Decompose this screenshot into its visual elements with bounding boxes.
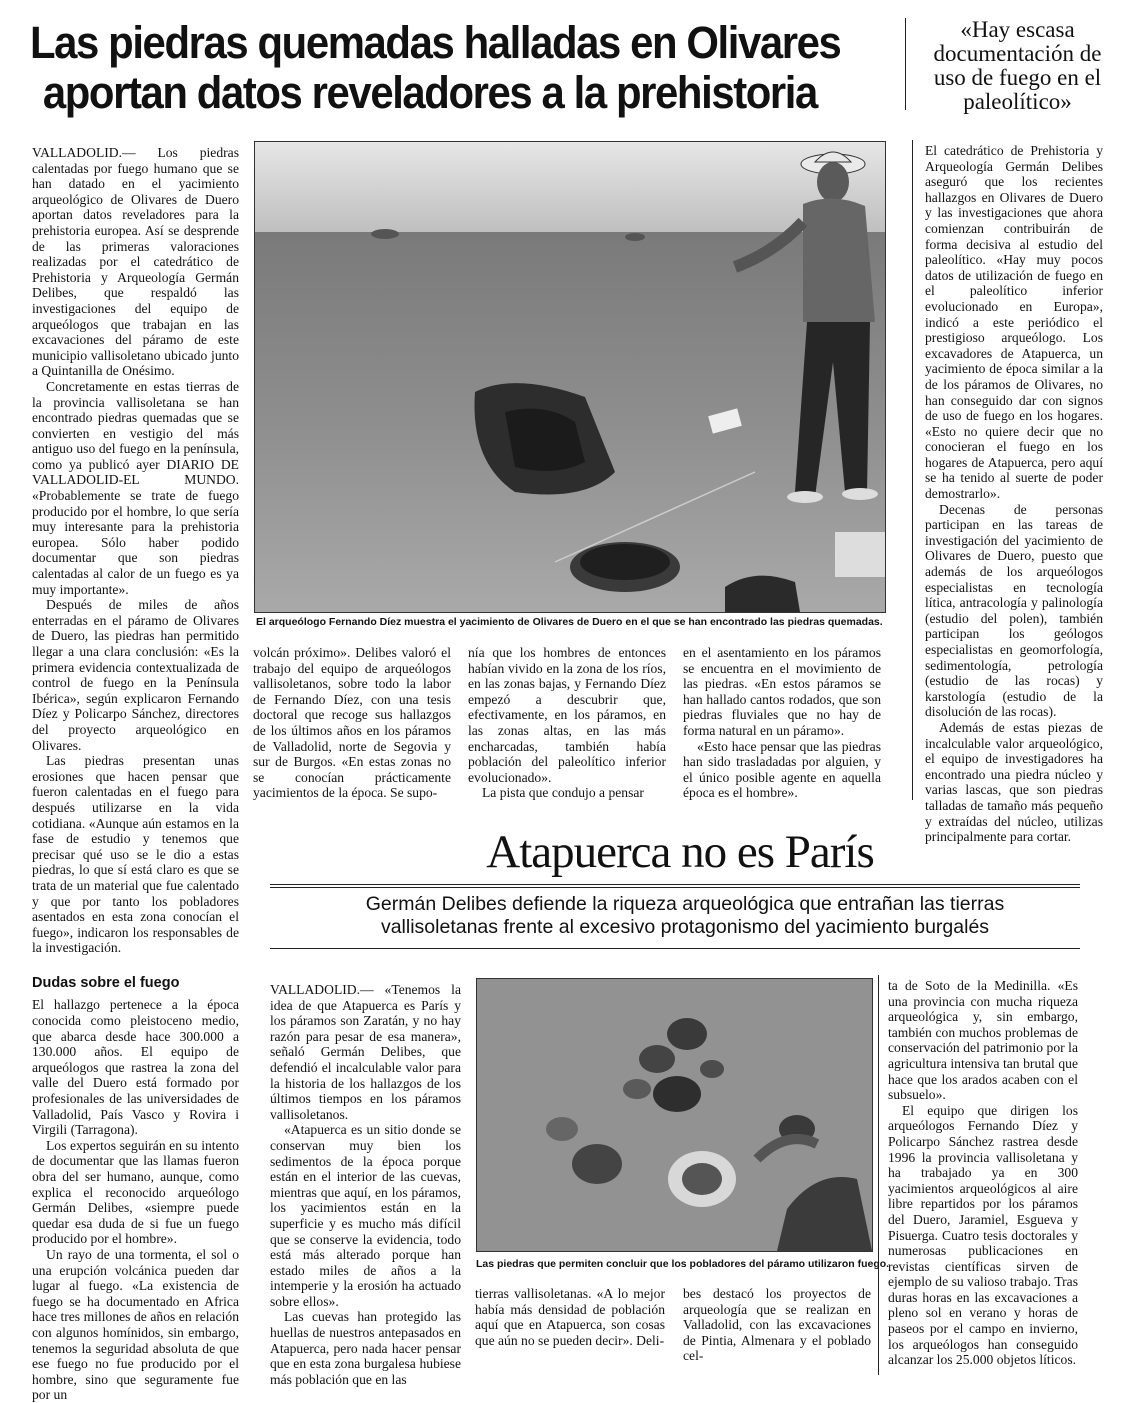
photo-excavation-site <box>254 141 886 613</box>
sidebar-divider-top <box>905 18 906 110</box>
sidebar-divider <box>912 140 913 800</box>
article-paragraph: «Esto hace pensar que las piedras han sido trasladadas por alguien, y el único posible agente en aquella época es el hombre». <box>683 738 881 801</box>
article-paragraph: VALLADOLID.— «Tenemos la idea de que Atapuerca es París y los páramos son Zaratán, y no hay razón para pesar de esa manera», señaló Germán Delibes, que defendió el incalculable valor para la historia de los hallazgos de los últimos tiempos en los páramos vallisoletanos. <box>270 982 461 1122</box>
main-article-column-1 <box>32 145 239 1403</box>
title-rule-top <box>270 884 1080 885</box>
second-article-subtitle <box>290 893 1080 939</box>
main-headline <box>30 17 841 118</box>
article-paragraph: Un rayo de una tormenta, el sol o una erupción volcánica pueden dar lugar al fuego. «La existencia de fuego se ha documentado en Africa hace tres millones de años en relación con algunos homínidos, sin embargo, tenemos la seguridad absoluta de que ese fuego no fue producido por el hombre, sino que seguramente fue por un <box>32 1246 239 1403</box>
photo-stones-image <box>477 979 872 1251</box>
headline-line-1: Las piedras quemadas halladas en Olivares <box>30 17 841 68</box>
photo-burnt-stones <box>476 978 873 1252</box>
article-paragraph: Las piedras presentan unas erosiones que hacen pensar que fueron calentadas en el fuego para después utilizarse en la vida cotidiana. «Aunque aún estamos en la fase de estudio y tenemos que precisar qué uso se le dio a estas piedras, lo que sí está claro es que se trata de un material que fue calentado y que por tanto los pobladores asentados en esta zona conocían el fuego», indicaron los responsables de la investigación. <box>32 753 239 956</box>
second-article-divider <box>878 975 879 1375</box>
title-rule-top-2 <box>270 887 1080 888</box>
sidebar-paragraph: El catedrático de Prehistoria y Arqueología Germán Delibes aseguró que los recientes hallazgos en Olivares de Duero y las investigaciones que ahora comienzan contribuirán de forma decisiva al estudio del paleolítico. «Hay muy pocos datos de utilización de fuego en el paleolítico inferior evolucionado en Europa», indicó a este periódico el prestigioso arqueólogo. Los excavadores de Atapuerca, un yacimiento de época similar a la de los páramos de Olivares, no han conseguido dar con signos de uso de fuego en los hogares. «Esto no quiere decir que no conocieran el fuego en los hogares de Atapuerca, pero aquí se ha tenido al suerte de poder demostrarlo». <box>925 143 1103 502</box>
main-article-column-4 <box>683 645 881 801</box>
article-paragraph: Las cuevas han protegido las huellas de nuestros antepasados en Atapuerca, pero nada hacer pensar que en esta zona burgalesa hubiese más población que en las <box>270 1309 461 1387</box>
photo-2-caption: Las piedras que permiten concluir que los pobladores del páramo utilizaron fuego. <box>476 1258 890 1270</box>
article-subhead: Dudas sobre el fuego <box>32 974 180 991</box>
subtitle-line-2: vallisoletanas frente al excesivo protagonismo del yacimiento burgalés <box>380 916 990 938</box>
second-article-column-1 <box>270 982 461 1387</box>
article-paragraph: «Atapuerca es un sitio donde se conservan muy bien los sedimentos de la época porque están en el interior de las cuevas, mientras que aquí, en los páramos, los yacimientos están en la superficie y es mucho más difícil que se conserve la evidencia, todo está más alterado porque han estado miles de años a la intemperie y la erosión ha actuado sobre ellos». <box>270 1122 461 1309</box>
second-article-column-3 <box>683 1286 871 1364</box>
article-paragraph: El equipo que dirigen los arqueólogos Fernando Díez y Policarpo Sánchez rastrea desde 1996 la provincia vallisoletana y ha trabajado ya en 300 yacimientos arqueológicos al aire libre repartidos por los páramos del Duero, Jaramiel, Esgueva y Pisuerga. Cuatro tesis doctorales y numerosas publicaciones en revistas científicas sirven de ejemplo de su valioso trabajo. Tras duras horas en las excavaciones a pleno sol en verano y horas de paseos por el campo en invierno, los arqueólogos han conseguido alcanzar los 25.000 objetos líticos. <box>888 1102 1078 1368</box>
article-paragraph: nía que los hombres de entonces habían vivido en la zona de los ríos, en las zonas bajas, y Fernando Díez empezó a descubrir que, efectivamente, en los páramos, en las zonas altas, en las más encharcadas, también había población del paleolítico inferior evolucionado». <box>468 645 666 785</box>
article-paragraph: Los expertos seguirán en su intento de documentar que las llamas fueron obra del ser humano, aunque, como explica el reconocido arqueólogo Germán Delibes, «siempre puede quedar esa duda de si fue un fuego producido por el hombre». <box>32 1137 239 1247</box>
headline-line-2: aportan datos reveladores a la prehistoria <box>42 67 817 118</box>
article-paragraph: VALLADOLID.— Los piedras calentadas por fuego humano que se han datado en el yacimiento arqueológico de Olivares de Duero aportan datos reveladores para la prehistoria europea. Así se desprende de las primeras valoraciones realizadas por el catedrático de Prehistoria y Arqueología Germán Delibes, que respaldó las investigaciones del equipo de arqueólogos que trabajan en las excavaciones del páramo de este municipio vallisoletano ubicado junto a Quintanilla de Onésimo. <box>32 145 239 379</box>
sidebar-paragraph: Además de estas piezas de incalculable valor arqueológico, el equipo de investigadores ha encontrado una piedra núcleo y varias lascas, que son piedras talladas de tamaño más pequeño y extraídas del núcleo, utilizas principalmente para cortar. <box>925 719 1103 845</box>
article-paragraph: en el asentamiento en los páramos se encuentra en el movimiento de las piedras. «En estos páramos se han hallado cantos rodados, que son piedras fluviales que no hay de forma natural en un páramo». <box>683 645 881 738</box>
article-paragraph: Concretamente en estas tierras de la provincia vallisoletana se han encontrado piedras quemadas que se convierten en vestigio del más antiguo uso del fuego en la península, como ya publicó ayer DIARIO DE VALLADOLID-EL MUNDO. «Probablemente se trate de fuego producido por el hombre, lo que sería muy interesante para la prehistoria europea. Sólo haber podido documentar que son piedras calentadas al calor de un fuego es ya muy importante». <box>32 378 239 597</box>
second-article-column-4 <box>888 978 1078 1368</box>
article-paragraph: bes destacó los proyectos de arqueología que se realizan en Valladolid, con las excavaciones de Pintia, Almenara y el poblado cel- <box>683 1286 871 1364</box>
article-paragraph: El hallazgo pertenece a la época conocida como pleistoceno medio, que abarca desde hace 300.000 a 130.000 años. El equipo de arqueólogos que rastrea la zona del valle del Duero está formado por profesionales de las universidades de Valladolid, País Vasco y Rovira i Virgili (Tarragona). <box>32 997 239 1138</box>
article-paragraph: tierras vallisoletanas. «A lo mejor había más densidad de población aquí que en Atapuerca, son cosas que aún no se pueden decir». Deli- <box>475 1286 665 1348</box>
article-paragraph: La pista que condujo a pensar <box>482 785 644 801</box>
subtitle-line-1: Germán Delibes defiende la riqueza arqueológica que entrañan las tierras <box>365 893 1005 915</box>
sidebar-paragraph: Decenas de personas participan en las tareas de investigación del yacimiento de Olivares de Duero, puesto que además de los arqueólogos especialistas en tecnología lítica, antracología y palinología (estudio del polen), también participan los geólogos especialistas en geomorfología, sedimentología, petrología (estudio de las rocas) y karstología (estudio de la disolución de las rocas). <box>925 501 1103 720</box>
article-paragraph: ta de Soto de la Medinilla. «Es una provincia con mucha riqueza arqueológica y, sin embargo, también con muchos problemas de conservación del patrimonio por la agricultura intensiva tan brutal que hace que los arados acaben con el subsuelo». <box>888 978 1078 1103</box>
subtitle-rule <box>270 948 1080 949</box>
main-article-column-2 <box>253 645 451 801</box>
sidebar-body <box>925 143 1103 845</box>
main-article-column-3 <box>468 645 666 801</box>
article-paragraph: Después de miles de años enterradas en el páramo de Olivares de Duero, las piedras han permitido llegar a una clara conclusión: «Es la primera evidencia contextualizada de control de fuego en la Península Ibérica», según explicaron Fernando Díez y Policarpo Sánchez, directores del proyecto arqueológico en Olivares. <box>32 597 239 753</box>
sidebar-title: «Hay escasa documentación de uso de fuego en el paleolítico» <box>933 17 1102 114</box>
second-article-title: Atapuerca no es París <box>486 826 874 878</box>
photo-excavation-image <box>255 142 885 612</box>
second-article-column-2 <box>475 1286 665 1348</box>
article-paragraph: volcán próximo». Delibes valoró el trabajo del equipo de arqueólogos vallisoletanos, sobre todo la labor de Fernando Díez, con una tesis doctoral que recoge sus hallazgos de los últimos años en los páramos de Valladolid, norte de Segovia y sur de Burgos. «En estas zonas no se conocían prácticamente yacimientos de la época. Se supo- <box>253 645 451 801</box>
photo-1-caption: El arqueólogo Fernando Díez muestra el yacimiento de Olivares de Duero en el que se han encontrado las piedras quemadas. <box>256 616 883 628</box>
